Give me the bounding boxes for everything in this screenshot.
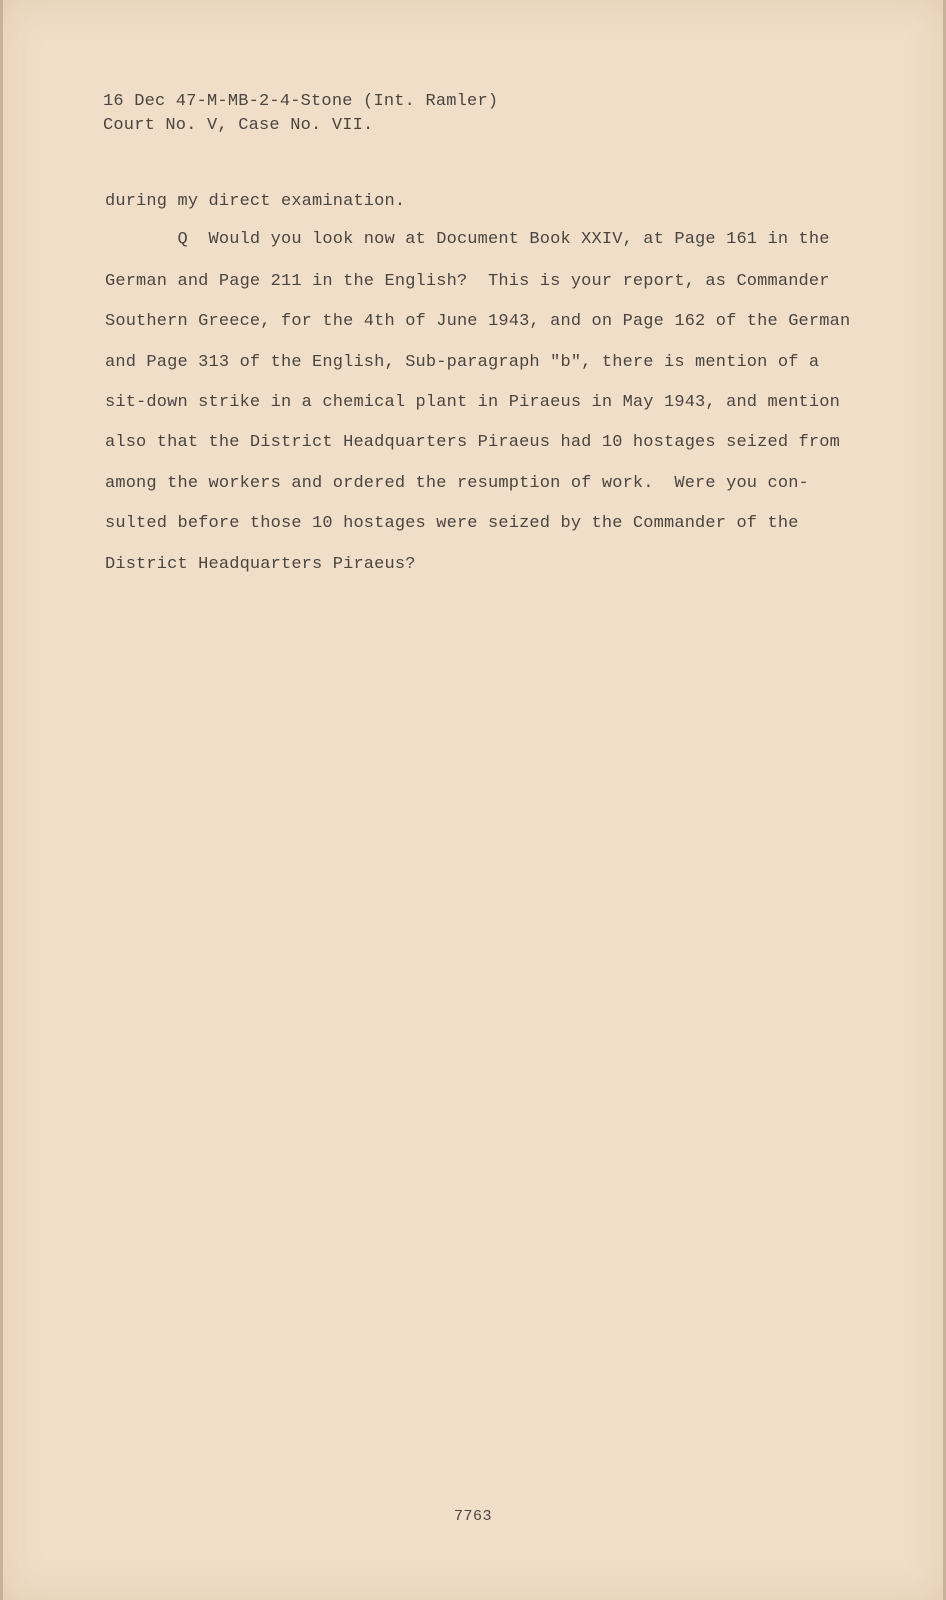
transcript-line: also that the District Headquarters Piraeus had 10 hostages seized from <box>105 433 840 452</box>
transcript-line: sit-down strike in a chemical plant in Piraeus in May 1943, and mention <box>105 393 840 412</box>
document-page <box>3 0 943 1600</box>
transcript-line: Southern Greece, for the 4th of June 1943, and on Page 162 of the German <box>105 312 851 331</box>
transcript-line: during my direct examination. <box>105 192 406 211</box>
transcript-line: German and Page 211 in the English? This is your report, as Commander <box>105 272 830 291</box>
transcript-line: District Headquarters Piraeus? <box>105 555 416 574</box>
document-header <box>103 90 498 138</box>
transcript-line: Q Would you look now at Document Book XXIV, at Page 161 in the <box>105 230 830 249</box>
transcript-line: sulted before those 10 hostages were seized by the Commander of the <box>105 514 799 533</box>
header-line-2: Court No. V, Case No. VII. <box>103 116 374 135</box>
transcript-line: among the workers and ordered the resumption of work. Were you con- <box>105 474 809 493</box>
transcript-line: and Page 313 of the English, Sub-paragraph "b", there is mention of a <box>105 353 820 372</box>
header-line-1: 16 Dec 47-M-MB-2-4-Stone (Int. Ramler) <box>103 92 499 111</box>
page-number: 7763 <box>453 1508 492 1525</box>
